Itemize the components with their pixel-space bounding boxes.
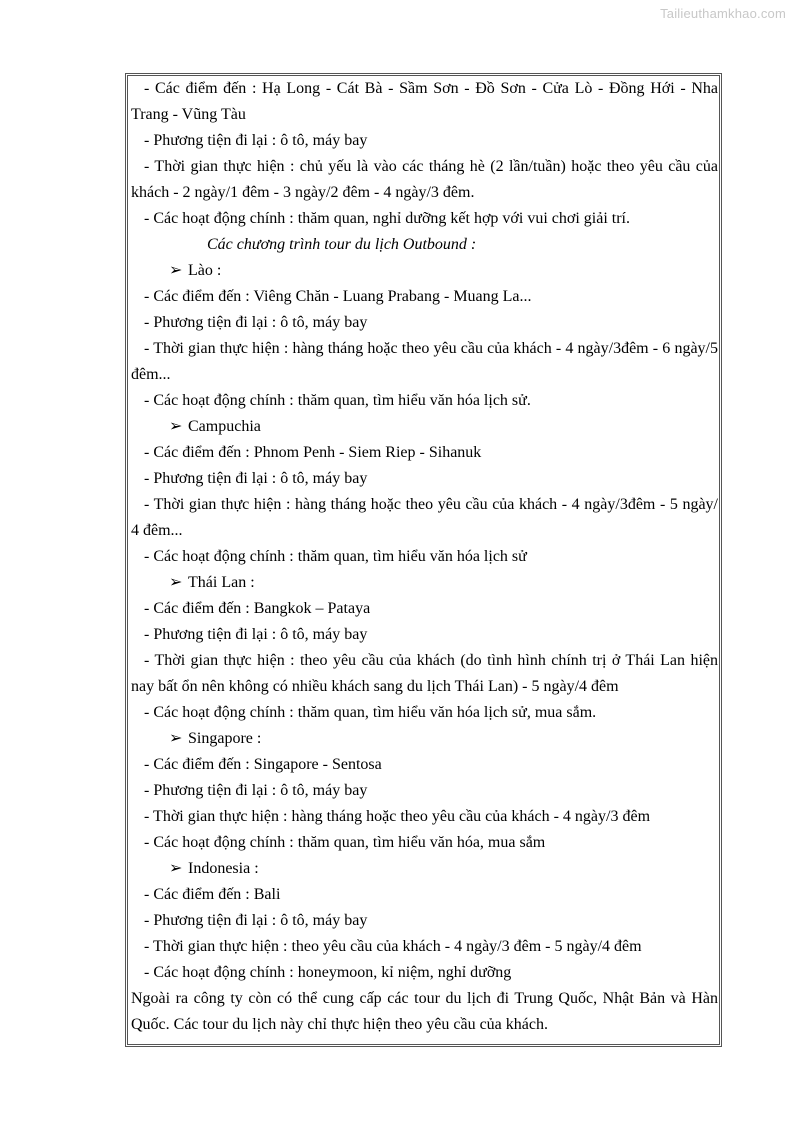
country-section-singapore bbox=[131, 726, 718, 856]
arrow-bullet-icon: ➢ bbox=[169, 574, 183, 591]
domestic-tour-section bbox=[131, 76, 718, 232]
destinations-line: - Các điểm đến : Phnom Penh - Siem Riep - Sihanuk bbox=[144, 444, 482, 461]
schedule-line: - Thời gian thực hiện : chủ yếu là vào các tháng hè (2 lần/tuần) hoặc theo yêu cầu của khách - 2 ngày/1 đêm - 3 ngày/2 đêm - 4 ngày/3 đêm. bbox=[131, 158, 718, 201]
arrow-bullet-icon: ➢ bbox=[169, 418, 183, 435]
transport-line: - Phương tiện đi lại : ô tô, máy bay bbox=[144, 912, 368, 929]
schedule-line: - Thời gian thực hiện : hàng tháng hoặc theo yêu cầu của khách - 4 ngày/3đêm - 6 ngày/5 đêm... bbox=[131, 340, 718, 383]
country-name: Singapore : bbox=[188, 730, 262, 747]
destinations-line: - Các điểm đến : Singapore - Sentosa bbox=[144, 756, 382, 773]
country-section-thailand bbox=[131, 570, 718, 726]
destinations-line: - Các điểm đến : Bangkok – Pataya bbox=[144, 600, 371, 617]
document-body bbox=[131, 76, 718, 1038]
closing-paragraph: Ngoài ra công ty còn có thể cung cấp các tour du lịch đi Trung Quốc, Nhật Bản và Hàn Quốc. Các tour du lịch này chỉ thực hiện theo yêu cầu của khách. bbox=[131, 990, 718, 1033]
country-name: Indonesia : bbox=[188, 860, 259, 877]
destinations-line: - Các điểm đến : Viêng Chăn - Luang Prabang - Muang La... bbox=[144, 288, 532, 305]
activities-line: - Các hoạt động chính : thăm quan, tìm hiểu văn hóa, mua sắm bbox=[144, 834, 546, 851]
destinations-line: - Các điểm đến : Bali bbox=[144, 886, 281, 903]
transport-line: - Phương tiện đi lại : ô tô, máy bay bbox=[144, 314, 368, 331]
arrow-bullet-icon: ➢ bbox=[169, 730, 183, 747]
schedule-line: - Thời gian thực hiện : hàng tháng hoặc theo yêu cầu của khách - 4 ngày/3đêm - 5 ngày/ 4 đêm... bbox=[131, 496, 718, 539]
transport-line: - Phương tiện đi lại : ô tô, máy bay bbox=[144, 782, 368, 799]
country-heading bbox=[131, 414, 718, 440]
outbound-heading: Các chương trình tour du lịch Outbound : bbox=[207, 236, 477, 253]
destinations-line: - Các điểm đến : Hạ Long - Cát Bà - Sầm Sơn - Đồ Sơn - Cửa Lò - Đồng Hới - Nha Trang - Vũng Tàu bbox=[131, 80, 718, 123]
activities-line: - Các hoạt động chính : thăm quan, tìm hiểu văn hóa lịch sử, mua sắm. bbox=[144, 704, 597, 721]
schedule-line: - Thời gian thực hiện : hàng tháng hoặc theo yêu cầu của khách - 4 ngày/3 đêm bbox=[144, 808, 651, 825]
country-name: Thái Lan : bbox=[188, 574, 255, 591]
country-section-cambodia bbox=[131, 414, 718, 570]
country-section-indonesia bbox=[131, 856, 718, 986]
arrow-bullet-icon: ➢ bbox=[169, 860, 183, 877]
country-name: Lào : bbox=[188, 262, 222, 279]
activities-line: - Các hoạt động chính : honeymoon, kỉ niệm, nghỉ dưỡng bbox=[144, 964, 512, 981]
transport-line: - Phương tiện đi lại : ô tô, máy bay bbox=[144, 470, 368, 487]
activities-line: - Các hoạt động chính : thăm quan, nghỉ dưỡng kết hợp với vui chơi giải trí. bbox=[144, 210, 630, 227]
schedule-line: - Thời gian thực hiện : theo yêu cầu của khách - 4 ngày/3 đêm - 5 ngày/4 đêm bbox=[144, 938, 642, 955]
country-heading bbox=[131, 570, 718, 596]
activities-line: - Các hoạt động chính : thăm quan, tìm hiểu văn hóa lịch sử. bbox=[144, 392, 531, 409]
country-heading bbox=[131, 258, 718, 284]
country-heading bbox=[131, 856, 718, 882]
activities-line: - Các hoạt động chính : thăm quan, tìm hiểu văn hóa lịch sử bbox=[144, 548, 527, 565]
country-heading bbox=[131, 726, 718, 752]
watermark: Tailieuthamkhao.com bbox=[660, 6, 786, 21]
transport-line: - Phương tiện đi lại : ô tô, máy bay bbox=[144, 626, 368, 643]
schedule-line: - Thời gian thực hiện : theo yêu cầu của khách (do tình hình chính trị ở Thái Lan hiện nay bất ổn nên không có nhiều khách sang du lịch Thái Lan) - 5 ngày/4 đêm bbox=[131, 652, 718, 695]
arrow-bullet-icon: ➢ bbox=[169, 262, 183, 279]
transport-line: - Phương tiện đi lại : ô tô, máy bay bbox=[144, 132, 368, 149]
country-section-laos bbox=[131, 258, 718, 414]
country-name: Campuchia bbox=[188, 418, 261, 435]
